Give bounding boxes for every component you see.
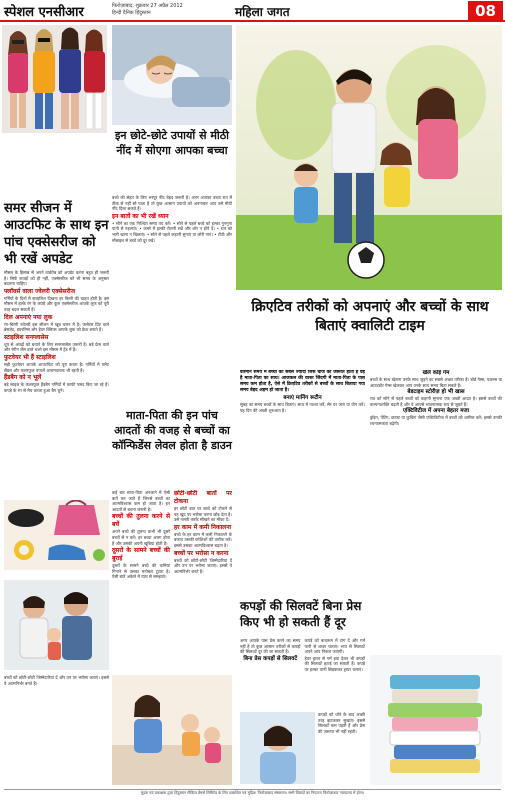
fashion-models-photo — [2, 25, 107, 133]
quality-time-intro: वर्तमान समय में बच्चों को सबसे ज्यादा जिस चीज की जरूरत होती है वह है माता-पिता का साथ। आजकल की व्यस्त जिंदगी में माता-पिता के पास समय कम होता है, ऐसे में क्रिएटिव तरीकों से बच्चों के साथ बिताया गया समय बेहद अहम हो जाता है। — [240, 370, 365, 393]
quality-time-body-1: बच्चों के साथ खेलना उनके साथ जुड़ने का सबसे अच्छा तरीका है। बोर्ड गेम्स, पजल्स या आउटडोर गेम्स खेलकर आप उनके साथ समय बिता सकते हैं। — [370, 377, 502, 388]
accessories-subhead-4: फुटवेयर भी हैं स्टाइलिश — [4, 353, 56, 361]
quality-time-subhead-2: बेडटाइम स्टोरीज़ हो भी खास — [407, 389, 465, 396]
left-bottom-text — [4, 675, 109, 790]
quality-time-subhead-4: बनाएं मानिंग रूटीन — [283, 395, 322, 401]
quality-time-body-4: सुबह का समय बच्चों के साथ बिताएं। साथ में नाश्ता करें, सैर पर जाएं या योग करें। यह दिन की अच्छी शुरुआत है। — [240, 402, 365, 413]
confidence-intro: कई बार माता-पिता अनजाने में ऐसी बातें कर जाते हैं जिनसे बच्चों का आत्मविश्वास कम हो जाता है। इन आदतों से बचना जरूरी है। — [112, 490, 170, 512]
quality-time-subhead-3: एक्टिविटीज में अपना बेहतर मजा — [403, 408, 469, 415]
sleep-article-body — [112, 195, 232, 395]
sleeping-child-photo — [112, 25, 232, 125]
wrinkles-intro: अगर आपके पास प्रेस करने का समय नहीं है तो कुछ आसान तरीकों से कपड़ों की सिलवटें दूर की जा सकती हैं। — [240, 638, 301, 655]
quality-time-body-left — [240, 370, 365, 595]
quality-time-body-2: रात को सोने से पहले बच्चों को कहानी सुनाना एक अच्छी आदत है। इससे बच्चों की कल्पनाशक्ति बढ़ती है और वे आपसे भावनात्मक रूप से जुड़ते हैं। — [370, 396, 502, 407]
wrinkles-body-3: कपड़ों को धोने के बाद अच्छी तरह झटककर सुखाएं। इससे सिलवटें कम पड़ती हैं और प्रेस की जरूरत भी नहीं रहती। — [318, 712, 365, 734]
folded-clothes-photo — [370, 655, 502, 785]
sleep-tips: • सोने का एक निश्चित समय तय करें। • सोने से पहले बच्चे को हल्का गुनगुना पानी से नहलाएं। • कमरे में हल्की रोशनी रखें और शोर न होने दें। • रात को भारी खाना न खिलाएं। • सोने से पहले कहानी सुनाएं या लोरी गाएं। • टीवी और मोबाइल से बच्चे को दूर रखें। — [112, 220, 232, 243]
quality-time-subhead-1: खेलें कोई गेम — [422, 370, 450, 376]
family-soccer-photo — [236, 25, 502, 290]
confidence-body-1: अपने बच्चे की तुलना कभी भी दूसरे बच्चों से न करें। हर बच्चा अलग होता है और उसकी अपनी खूबियां होती हैं। — [112, 529, 170, 546]
masthead-date: फिरोज़ाबाद, शुक्रवार 27 अप्रैल 2012 — [112, 3, 183, 9]
confidence-subhead-4: हर काम में कमी निकालना — [174, 523, 232, 531]
quality-time-body-3: ड्रॉइंग, पेंटिंग, क्राफ्ट या कुकिंग जैसी एक्टिविटीज में बच्चों को शामिल करें। इससे उनकी रचनात्मकता बढ़ेगी। — [370, 415, 502, 426]
masthead-paper: हिन्दी दैनिक हिंदुस्तान — [112, 10, 151, 16]
accessories-subhead-3: स्टाइलिश सनग्लासेस — [4, 333, 49, 341]
accessories-collage-photo — [4, 500, 109, 570]
wrinkles-headline: कपड़ों की सिलवटें बिना प्रेस किए भी हो सकती हैं दूर — [240, 599, 362, 629]
accessories-body-4: सही फुटवेयर आपके आउटफिट को पूरा करता है। गर्मियों में फ्लैट सैंडल और कलरफुल चप्पलें आरामदायक भी रहती हैं। — [4, 361, 109, 373]
confidence-body-2: दूसरों के सामने बच्चे की कमियां गिनाने से उसका मनोबल टूटता है। ऐसी बातें अकेले में प्यार से समझाएं। — [112, 563, 170, 580]
wrinkles-article-body — [240, 638, 365, 708]
confidence-body-4: बच्चे के हर काम में कमी निकालने के बजाय उसकी कोशिशों की तारीफ करें। इससे उसका आत्मविश्वास बढ़ता है। — [174, 531, 232, 548]
accessories-subhead-5: हैंडबैग को न भूलें — [4, 374, 42, 382]
newspaper-logo: स्पेशल एनसीआर — [4, 5, 84, 20]
accessories-body-3: धूप से आंखों को बचाने के लिए सनग्लासेस जरूरी हैं। बड़े फ्रेम वाले और रंगीन लेंस वाले चश्मे इस मौसम में ट्रेंड में हैं। — [4, 341, 109, 353]
confidence-subhead-1: बच्चों की तुलना करने से बचें — [112, 513, 170, 529]
accessories-body-5: बड़े साइज के कलरफुल हैंडबैग गर्मियों में काफी पसंद किए जा रहे हैं। कपड़े के रंग से मैच करता हुआ बैग चुनें। — [4, 382, 109, 393]
page-number: 08 — [468, 1, 503, 21]
quality-time-headline: क्रिएटिव तरीकों को अपनाएं और बच्चों के साथ बिताएं क्वालिटी टाइम — [251, 299, 489, 334]
accessories-body-2: रंग-बिरंगी ज्वेलरी इस सीजन में खूब चलन में है। फ्लोरल प्रिंट वाले ब्रेसलेट, इयररिंग्स और हेयर क्लिप्स आपके लुक को फ्रेश बनाते हैं। — [4, 321, 109, 333]
parents-with-child-photo — [4, 580, 109, 670]
woman-ironing-photo — [240, 712, 315, 784]
confidence-headline: माता-पिता की इन पांच आदतों की वजह से बच्चों का कॉन्फिडेंस लेवल होता है डाउन — [112, 409, 232, 452]
accessories-intro: मौसम के हिसाब से अपने वार्डरोब को अपडेट करना बहुत ही जरूरी है। सिर्फ कपड़ों को ही नहीं, एक्सेसरीज को भी समय के अनुसार बदलना चाहिए। — [4, 270, 109, 287]
left-bottom-body: बच्चों को छोटी-छोटी जिम्मेदारियां दें और उन पर भरोसा जताएं। इससे वे आत्मनिर्भर बनते हैं। — [4, 675, 109, 686]
confidence-body-3: हर छोटी बात पर बच्चे को टोकने से वह खुद पर भरोसा करना छोड़ देता है। उसे गलती करके सीखने का मौका दें। — [174, 506, 232, 523]
masthead-info — [112, 3, 222, 17]
accessories-subhead-2: दिल अपनाएं नया लुक — [4, 313, 53, 321]
section-title: महिला जगत — [235, 5, 290, 19]
confidence-subhead-2: दूसरों के सामने बच्चों की बुराई — [112, 547, 170, 563]
wrinkles-body-1: कपड़े को बाथरूम में टांग दें और गर्म पानी से शावर चलाएं। भाप से सिलवटें अपने आप निकल जाएंगी। — [304, 638, 365, 655]
accessories-headline: समर सीजन में आउटफिट के साथ इन पांच एक्सेसरीज को भी रखें अपडेट — [4, 201, 109, 267]
page-footer: मुद्रक एवं प्रकाशक द्वारा हिंदुस्तान मीडिया वेंचर्स लिमिटेड के लिए प्रकाशित एवं मुद्रित। फिरोज़ाबाद संस्करण। सभी विवादों का निपटारा फिरोज़ाबाद न्यायालय में होगा। — [4, 789, 501, 799]
wrinkles-body-2: हेयर ड्रायर से गर्म हवा देकर भी कपड़ों की सिलवटें हटाई जा सकती हैं। कपड़े पर हल्का पानी छिड़ककर ड्रायर चलाएं। — [304, 655, 365, 672]
confidence-subhead-5: बच्चों पर भरोसा न करना — [174, 549, 229, 557]
sleep-intro: बच्चे की सेहत के लिए भरपूर नींद बेहद जरूरी है। अगर आपका बच्चा रात में ठीक से नहीं सो पाता है तो कुछ आसान उपायों को अपनाकर आप उसे मीठी नींद दिला सकते हैं। — [112, 195, 232, 212]
confidence-article-body — [112, 490, 232, 670]
sleep-headline: इन छोटे-छोटे उपायों से मीठी नींद में सोएगा आपका बच्चा — [114, 129, 230, 157]
sleep-subhead: इन बातों का भी रखें ध्यान — [112, 212, 169, 220]
confidence-body-5: बच्चों को छोटी-छोटी जिम्मेदारियां दें और उन पर भरोसा जताएं। इससे वे आत्मनिर्भर बनते हैं। — [174, 557, 232, 574]
confidence-subhead-3: छोटी-छोटी बातों पर टोकना — [174, 490, 232, 505]
wrinkles-subhead: बिना प्रेस कपड़ों से सिलवटें — [243, 655, 298, 662]
quality-time-body-right — [370, 370, 502, 650]
accessories-subhead-1: फ्लॉवर्स वाला ज्वेलरी एक्सेसरीज — [4, 287, 76, 295]
accessories-body-1: गर्मियों के दिनों में स्टाइलिश दिखना हर किसी की चाहत होती है। इस मौसम में हल्के रंग के कपड़े और कूल एक्सेसरीज आपके लुक को पूरी तरह बदल सकती हैं। — [4, 295, 109, 312]
mother-with-children-photo — [112, 675, 232, 785]
wrinkles-body-extra — [318, 712, 365, 784]
